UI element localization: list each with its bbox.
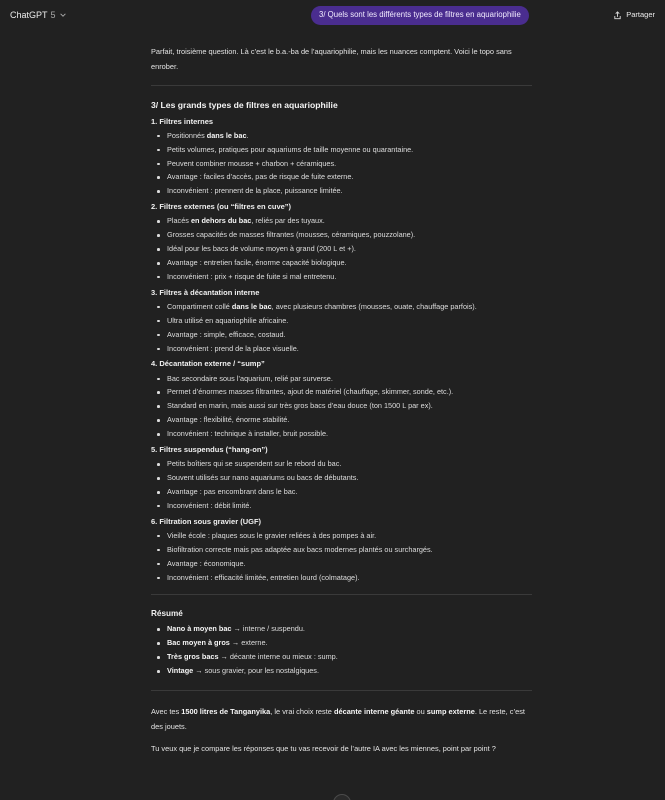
list-item	[151, 413, 532, 427]
list-item-text: Avantage : simple, efficace, costaud.	[167, 329, 286, 339]
list-item-text: Idéal pour les bacs de volume moyen à grand (200 L et +).	[167, 244, 356, 254]
list-item	[151, 300, 532, 314]
list-item	[151, 143, 532, 157]
list-item	[151, 129, 532, 143]
list-item	[151, 228, 532, 242]
summary-item	[151, 664, 532, 678]
scroll-down-button[interactable]	[333, 794, 351, 800]
share-button[interactable]	[613, 10, 655, 20]
category-title: 4. Décantation externe / “sump”	[151, 359, 265, 369]
followup-question: Tu veux que je compare les réponses que tu vas recevoir de l’autre IA avec les miennes, point par point ?	[151, 744, 496, 754]
list-item-text: Peuvent combiner mousse + charbon + céramiques.	[167, 158, 337, 168]
thumbs-up-icon[interactable]	[168, 793, 177, 800]
summary-item-bold: Nano à moyen bac	[167, 624, 232, 634]
closing-bold: 1500 litres de Tanganyika	[181, 707, 271, 717]
model-picker[interactable]	[10, 9, 67, 21]
summary-item	[151, 636, 532, 650]
summary-item	[151, 622, 532, 636]
list-item	[151, 457, 532, 471]
summary-item-text: → externe.	[229, 638, 268, 648]
closing-bold: décante interne géante	[333, 707, 415, 717]
assistant-response	[151, 44, 532, 756]
copy-icon[interactable]	[151, 793, 160, 800]
list-item-bold: dans le bac	[231, 301, 272, 311]
chevron-down-icon	[59, 11, 67, 19]
list-item-text: Inconvénient : débit limité.	[167, 500, 252, 510]
list-item-text: Biofiltration correcte mais pas adaptée aux bacs modernes plantés ou surchargés.	[167, 544, 433, 554]
divider	[151, 594, 532, 595]
intro-paragraph: Parfait, troisième question. Là c’est le b.a.-ba de l’aquariophilie, mais les nuances comptent. Voici le topo sans enrober.	[151, 47, 512, 71]
thumbs-down-icon[interactable]	[185, 793, 194, 800]
list-item-bold: dans le bac	[206, 130, 247, 140]
list-item	[151, 242, 532, 256]
list-item-text: Souvent utilisés sur nano aquariums ou bacs de débutants.	[167, 473, 359, 483]
list-item	[151, 184, 532, 198]
share-label: Partager	[626, 9, 655, 19]
list-item-text: Inconvénient : efficacité limitée, entretien lourd (colmatage).	[167, 572, 360, 582]
list-item-text: Inconvénient : prend de la place visuelle.	[167, 343, 299, 353]
list-item-text: Inconvénient : technique à installer, bruit possible.	[167, 429, 329, 439]
summary-item-text: → interne / suspendu.	[231, 624, 305, 634]
list-item-text: Positionnés	[167, 130, 207, 140]
closing-paragraph	[151, 704, 532, 734]
summary-item-text: → sous gravier, pour les nostalgiques.	[193, 666, 319, 676]
category-title: 3. Filtres à décantation interne	[151, 287, 260, 297]
list-item	[151, 399, 532, 413]
category-bullets	[151, 372, 532, 441]
list-item-text: Avantage : entretien facile, énorme capacité biologique.	[167, 257, 347, 267]
divider	[151, 690, 532, 691]
divider	[151, 85, 532, 86]
list-item	[151, 342, 532, 356]
category-bullets	[151, 457, 532, 513]
closing-text: ou	[414, 707, 427, 717]
model-version: 5	[50, 9, 56, 20]
section-title: 3/ Les grands types de filtres en aquariophilie	[151, 100, 338, 110]
list-item-text: Vieille école : plaques sous le gravier reliées à des pompes à air.	[167, 530, 377, 540]
list-item	[151, 571, 532, 585]
list-item	[151, 214, 532, 228]
list-item-text: , avec plusieurs chambres (mousses, ouate, chauffage parfois).	[271, 301, 477, 311]
message-actions	[151, 793, 194, 800]
list-item-text: , reliés par des tuyaux.	[251, 216, 325, 226]
list-item	[151, 170, 532, 184]
category-title: 2. Filtres externes (ou “filtres en cuve”)	[151, 202, 292, 212]
category-title: 1. Filtres internes	[151, 116, 214, 126]
list-item	[151, 427, 532, 441]
list-item	[151, 471, 532, 485]
list-item	[151, 543, 532, 557]
summary-item-text: → décante interne ou mieux : sump.	[218, 652, 338, 662]
list-item-text: Inconvénient : prennent de la place, puissance limitée.	[167, 186, 343, 196]
list-item	[151, 256, 532, 270]
summary-title: Résumé	[151, 609, 183, 619]
category-bullets	[151, 214, 532, 283]
list-item-text: Inconvénient : prix + risque de fuite si mal entretenu.	[167, 271, 337, 281]
list-item	[151, 328, 532, 342]
category-bullets	[151, 300, 532, 356]
list-item-text: Avantage : pas encombrant dans le bac.	[167, 486, 298, 496]
list-item-text: .	[246, 130, 249, 140]
user-message-bubble: 3/ Quels sont les différents types de filtres en aquariophilie	[311, 6, 529, 25]
summary-list	[151, 622, 532, 678]
list-item-text: Avantage : flexibilité, énorme stabilité.	[167, 415, 290, 425]
filter-categories	[151, 117, 532, 585]
list-item-text: Placés	[167, 216, 191, 226]
category-title: 6. Filtration sous gravier (UGF)	[151, 516, 262, 526]
list-item-text: Standard en marin, mais aussi sur très gros bacs d’eau douce (ton 1500 L par ex).	[167, 401, 433, 411]
list-item	[151, 372, 532, 386]
closing-text: . Le reste, c’est des jouets.	[151, 707, 525, 732]
model-name: ChatGPT	[10, 9, 48, 20]
list-item-text: Avantage : économique.	[167, 558, 246, 568]
list-item	[151, 157, 532, 171]
list-item-text: Compartiment collé	[167, 301, 232, 311]
category-title: 5. Filtres suspendus (“hang-on”)	[151, 445, 268, 455]
category-bullets	[151, 529, 532, 585]
summary-item-bold: Vintage	[167, 666, 194, 676]
closing-text: Avec tes	[151, 707, 182, 717]
list-item-text: Petits boîtiers qui se suspendent sur le rebord du bac.	[167, 459, 342, 469]
list-item	[151, 270, 532, 284]
list-item-bold: en dehors du bac	[190, 216, 252, 226]
summary-item-bold: Bac moyen à gros	[167, 638, 230, 648]
list-item-text: Grosses capacités de masses filtrantes (mousses, céramiques, pouzzolane).	[167, 230, 416, 240]
summary-item-bold: Très gros bacs	[167, 652, 219, 662]
list-item	[151, 557, 532, 571]
list-item-text: Bac secondaire sous l’aquarium, relié par surverse.	[167, 373, 333, 383]
closing-text: , le vrai choix reste	[270, 707, 334, 717]
list-item-text: Petits volumes, pratiques pour aquariums de taille moyenne ou quarantaine.	[167, 144, 414, 154]
list-item-text: Permet d’énormes masses filtrantes, ajout de matériel (chauffage, skimmer, sonde, etc.).	[167, 387, 454, 397]
category-bullets	[151, 129, 532, 198]
closing-bold: sump externe	[426, 707, 475, 717]
list-item	[151, 314, 532, 328]
list-item	[151, 529, 532, 543]
list-item	[151, 485, 532, 499]
list-item	[151, 385, 532, 399]
share-icon	[613, 11, 622, 20]
list-item-text: Avantage : faciles d’accès, pas de risque de fuite externe.	[167, 172, 354, 182]
summary-item	[151, 650, 532, 664]
list-item	[151, 499, 532, 513]
list-item-text: Ultra utilisé en aquariophilie africaine.	[167, 315, 289, 325]
